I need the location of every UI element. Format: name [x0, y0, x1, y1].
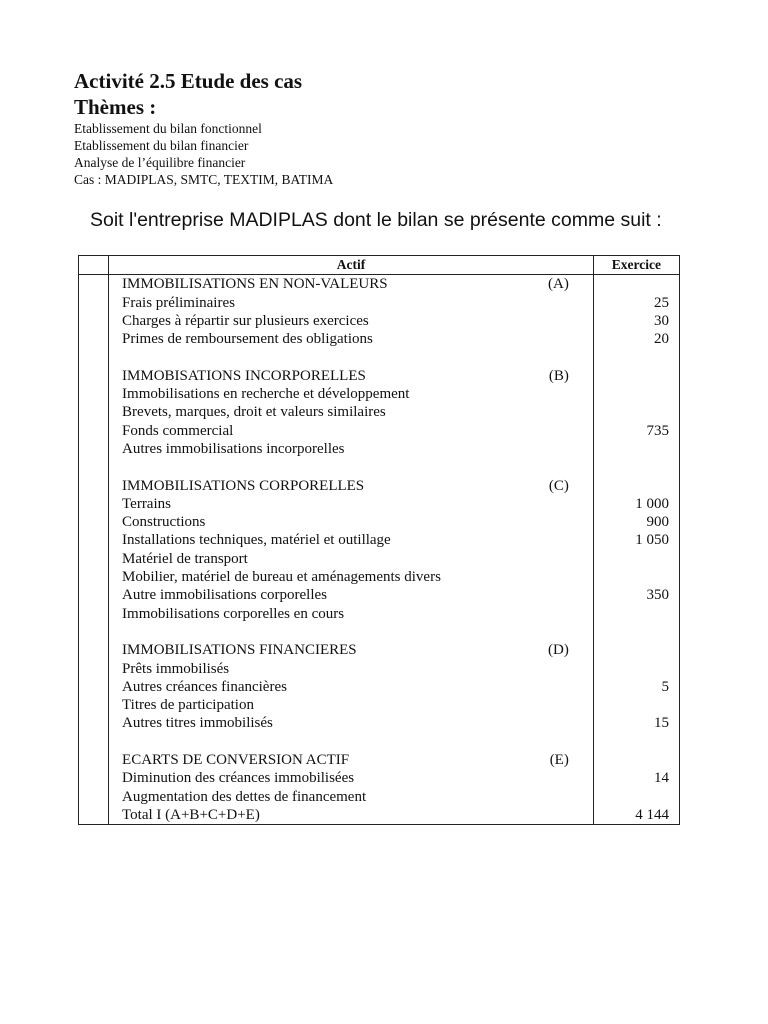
row-label: Autres créances financières — [122, 678, 287, 695]
total-value: 4 144 — [635, 806, 669, 823]
row-label: Autre immobilisations corporelles — [122, 587, 328, 604]
section-title: ECARTS DE CONVERSION ACTIF — [122, 752, 350, 769]
table-row — [79, 385, 680, 403]
table-row — [79, 678, 680, 696]
spacer-row — [79, 623, 680, 641]
theme-item: Etablissement du bilan financier — [74, 138, 249, 153]
row-label: Immobilisations en recherche et développement — [122, 386, 410, 403]
section-code: (C) — [548, 477, 569, 494]
row-value: 1 000 — [635, 495, 669, 512]
section-title: IMMOBILISATIONS FINANCIERES — [122, 642, 357, 659]
section-row — [79, 477, 680, 495]
row-label: Matériel de transport — [122, 550, 248, 567]
section-code: (A) — [548, 276, 569, 293]
row-label: Immobilisations corporelles en cours — [122, 605, 345, 622]
section-title: IMMOBILISATIONS EN NON-VALEURS — [122, 276, 388, 293]
table-row — [79, 403, 680, 421]
row-label: Brevets, marques, droit et valeurs similaires — [122, 404, 386, 421]
section-code: (E) — [549, 752, 569, 769]
theme-item: Analyse de l’équilibre financier — [74, 155, 246, 170]
row-label: Charges à répartir sur plusieurs exercices — [122, 312, 369, 329]
blank-column-header — [79, 256, 109, 275]
table-row — [79, 769, 680, 787]
row-value: 1 050 — [635, 532, 669, 549]
row-label: Augmentation des dettes de financement — [122, 788, 367, 805]
table-row — [79, 660, 680, 678]
row-label: Frais préliminaires — [122, 294, 235, 311]
balance-sheet-table — [78, 255, 680, 825]
total-row — [79, 806, 680, 825]
table-row — [79, 495, 680, 513]
exercice-column-header: Exercice — [593, 256, 679, 275]
theme-item: Cas : MADIPLAS, SMTC, TEXTIM, BATIMA — [74, 172, 334, 187]
table-row — [79, 422, 680, 440]
row-value: 20 — [654, 331, 669, 348]
table-row — [79, 586, 680, 604]
table-row — [79, 531, 680, 549]
themes-heading: Thèmes : — [74, 95, 157, 119]
actif-column-header: Actif — [109, 256, 594, 275]
section-code: (D) — [548, 642, 569, 659]
row-value: 25 — [654, 294, 669, 311]
section-row — [79, 751, 680, 769]
row-label: Diminution des créances immobilisées — [122, 770, 355, 787]
row-label: Autres titres immobilisés — [122, 715, 273, 732]
row-label: Constructions — [122, 514, 206, 531]
spacer-row — [79, 733, 680, 751]
document-title: Activité 2.5 Etude des cas — [74, 69, 303, 93]
intro-sentence: Soit l'entreprise MADIPLAS dont le bilan se présente comme suit : — [90, 209, 662, 231]
table-row — [79, 294, 680, 312]
row-value: 5 — [661, 678, 669, 695]
table-row — [79, 788, 680, 806]
theme-item: Etablissement du bilan fonctionnel — [74, 121, 262, 136]
table-row — [79, 312, 680, 330]
row-label: Primes de remboursement des obligations — [122, 331, 373, 348]
row-value: 15 — [654, 715, 669, 732]
section-row — [79, 641, 680, 659]
section-row — [79, 275, 680, 294]
table-row — [79, 550, 680, 568]
themes-list — [74, 120, 333, 188]
table-row — [79, 568, 680, 586]
table-row — [79, 605, 680, 623]
row-label: Mobilier, matériel de bureau et aménagements divers — [122, 569, 441, 586]
row-value: 14 — [654, 770, 669, 787]
row-label: Titres de participation — [122, 697, 254, 714]
spacer-row — [79, 458, 680, 476]
spacer-row — [79, 348, 680, 366]
section-code: (B) — [548, 367, 569, 384]
section-title: IMMOBISATIONS INCORPORELLES — [122, 367, 366, 384]
table-row — [79, 513, 680, 531]
row-value: 735 — [646, 422, 669, 439]
total-label: Total I (A+B+C+D+E) — [122, 806, 260, 823]
table-row — [79, 330, 680, 348]
row-label: Terrains — [122, 495, 171, 512]
row-label: Prêts immobilisés — [122, 660, 230, 677]
table-body — [79, 275, 680, 825]
row-label: Autres immobilisations incorporelles — [122, 440, 345, 457]
row-label: Fonds commercial — [122, 422, 234, 439]
table-row — [79, 696, 680, 714]
section-title: IMMOBILISATIONS CORPORELLES — [122, 477, 365, 494]
row-value: 30 — [654, 312, 669, 329]
row-label: Installations techniques, matériel et outillage — [122, 532, 391, 549]
table-row — [79, 714, 680, 732]
table-row — [79, 440, 680, 458]
row-value: 350 — [646, 587, 669, 604]
row-value: 900 — [646, 514, 669, 531]
section-row — [79, 367, 680, 385]
table-header-row — [79, 256, 680, 275]
